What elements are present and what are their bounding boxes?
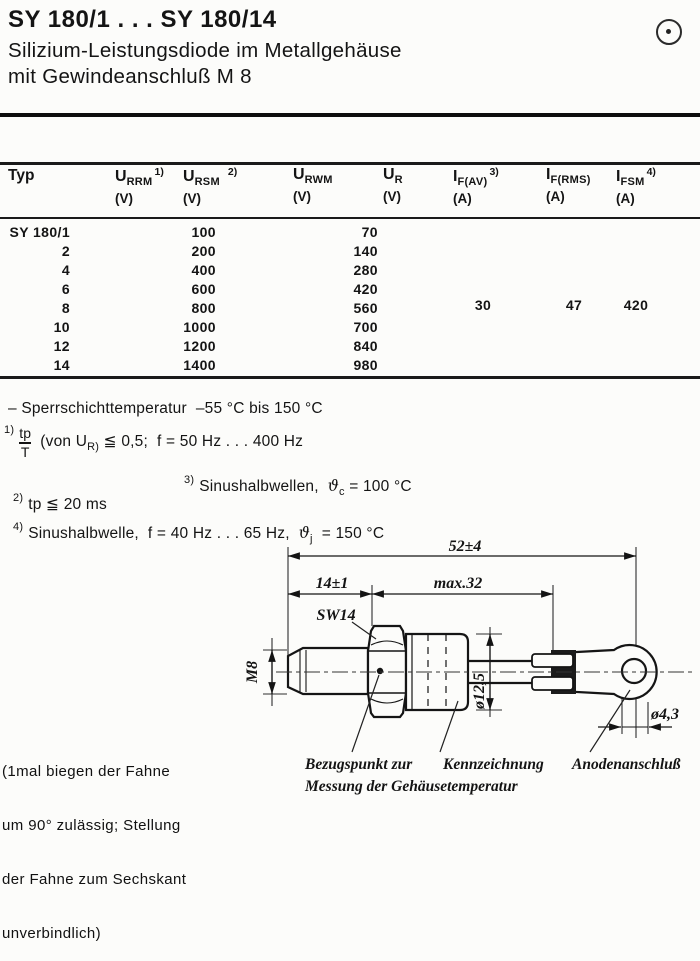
table-top-rule [0,162,700,165]
crimp-tab-bottom [532,677,573,690]
cell-urwm: 420 [353,281,378,297]
table-row [0,281,700,300]
footnote-1 [4,426,303,460]
table-row [0,243,700,262]
col-header-typ: Typ [8,167,35,184]
fraction-tp-over-t [19,426,31,460]
cell-typ: 12 [53,338,70,354]
col-header-ifsm: $I_{FSM}^{4)}$ (A) [616,166,656,206]
label-anode-connection: Anodenanschluß [572,756,681,773]
cell-ifsm-shared: 420 [623,297,649,313]
table-body [0,224,700,376]
cell-urrm-ursm: 1200 [183,338,216,354]
cell-urwm: 280 [353,262,378,278]
footnote-1-marker: 1) [4,424,15,436]
dim-thread: M8 [244,660,261,684]
label-reference-point-line1: Bezugspunkt zur [305,756,413,773]
col-header-ifav: $I_{F(AV)}^{3)}$ (A) [453,166,499,206]
subtitle-line-2: mit Gewindeanschluß M 8 [8,65,252,88]
cell-typ: SY 180/1 [9,224,70,240]
footnote-4: $^{4)}$ Sinushalbwelle, f = 40 Hz . . . 65 Hz, $ϑ_j = 150$ °C [13,521,385,545]
cell-urwm: 980 [353,357,378,373]
flag-bending-note [2,727,186,961]
crimp-tab-top [532,654,573,667]
cell-urwm: 140 [353,243,378,259]
cell-ifrms-shared: 47 [565,297,583,313]
cell-urrm-ursm: 600 [191,281,216,297]
cell-urwm: 840 [353,338,378,354]
cell-typ: 6 [61,281,70,297]
label-marking: Kennzeichnung [443,756,544,773]
table-row [0,338,700,357]
flag-note-line: (1mal biegen der Fahne [2,763,171,780]
dim-wrench-size: SW14 [316,607,356,624]
title-divider [0,113,700,117]
dim-hole-diameter: ø4,3 [651,706,679,723]
page-title: SY 180/1 . . . SY 180/14 [8,6,277,33]
case-temp-reference-dot [377,668,383,674]
cell-urwm: 560 [353,300,378,316]
dim-body-length: max.32 [433,575,483,592]
fraction-numerator: tp [19,425,32,441]
cell-urrm-ursm: 200 [191,243,216,259]
cell-urwm: 70 [361,224,378,240]
fraction-denominator: T [20,443,30,460]
cell-typ: 14 [53,357,70,373]
diode-outline-drawing [230,535,700,808]
col-header-ur: $U_R$ (V) [383,166,403,204]
flag-note-line: unverbindlich) [2,925,101,942]
table-row [0,319,700,338]
table-row [0,300,700,319]
note-junction-temperature: – Sperrschichttemperatur –55 °C bis 150 °C [8,400,323,417]
cell-ifav-shared: 30 [474,297,492,313]
cell-typ: 2 [61,243,70,259]
footnote-2: $^{2)}$ tp ≦ 20 ms [13,492,107,513]
cell-urrm-ursm: 400 [191,262,216,278]
cell-typ: 4 [61,262,70,278]
table-header-rule [0,217,700,219]
cell-typ: 10 [53,319,70,335]
flag-hole [622,659,646,683]
page-subtitle [8,38,402,90]
flag-note-line: der Fahne zum Sechskant [2,871,187,888]
cell-urrm-ursm: 1400 [183,357,216,373]
table-bottom-rule [0,376,700,379]
dim-body-diameter: ø12,5 [471,673,488,709]
cell-typ: 8 [61,300,70,316]
cell-urrm-ursm: 100 [191,224,216,240]
col-header-urrm: $U_{RRM}^{1)}$ (V) [115,166,164,206]
cell-urrm-ursm: 800 [191,300,216,316]
table-row [0,262,700,281]
flag-note-line: um 90° zulässig; Stellung [2,817,181,834]
table-row [0,357,700,376]
dim-stud-length: 14±1 [315,575,349,592]
theta-symbol: ϑ [298,524,311,542]
cell-urrm-ursm: 1000 [183,319,216,335]
col-header-ursm: $U_{RSM}^{2)}$ (V) [183,166,238,206]
subtitle-line-1: Silizium-Leistungsdiode im Metallgehäuse [8,39,402,62]
table-row [0,224,700,243]
theta-symbol: ϑ [327,477,340,495]
registration-mark-icon [656,19,682,45]
col-header-ifrms: $I_{F(RMS)}$ (A) [546,166,591,204]
cell-urwm: 700 [353,319,378,335]
label-reference-point-line2: Messung der Gehäusetemperatur [305,778,518,795]
footnote-1-text: (von $U_{R)}$ ≦ 0,5; f = 50 Hz . . . 400 Hz [40,433,304,454]
footnote-3: $^{3)}$ Sinushalbwellen, $ϑ_c = 100$ °C [184,474,412,498]
dim-total-length: 52±4 [448,538,482,555]
col-header-urwm: $U_{RWM}$ (V) [293,166,333,204]
